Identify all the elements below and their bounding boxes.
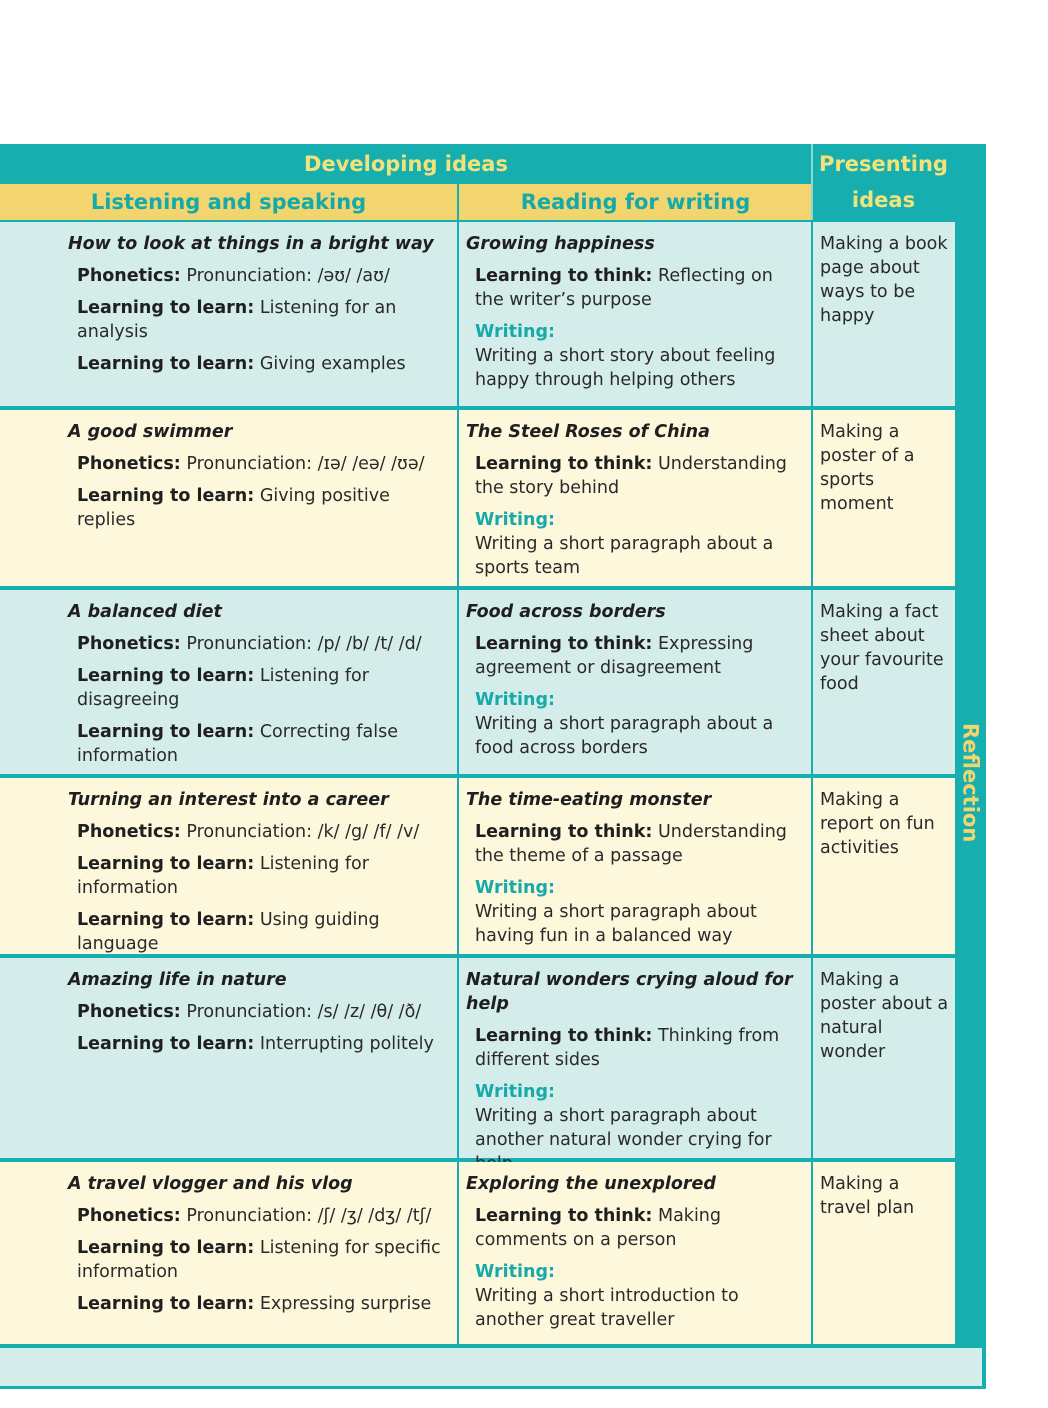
writing-label: Writing: <box>475 322 555 342</box>
ls-title: Turning an interest into a career <box>68 790 389 810</box>
ls-item-label: Learning to learn: <box>77 666 255 686</box>
ls-item <box>68 852 451 900</box>
rw-think-text: Understanding the theme of a passage <box>475 822 787 866</box>
learning-to-think-label: Learning to think: <box>475 266 653 286</box>
ls-item <box>68 664 451 712</box>
rw-title: Exploring the unexplored <box>466 1174 716 1194</box>
ls-item-label: Learning to learn: <box>77 910 255 930</box>
rw-think-text: Making comments on a person <box>475 1206 722 1250</box>
ls-item-text: Listening for information <box>77 854 369 898</box>
rw-title: The time-eating monster <box>466 790 712 810</box>
writing-label: Writing: <box>475 878 555 898</box>
reading-writing-cell <box>459 222 811 406</box>
table-footer-band <box>0 1348 982 1386</box>
rw-title: The Steel Roses of China <box>466 422 710 442</box>
rw-think <box>466 1204 805 1252</box>
ls-item <box>68 296 451 344</box>
rw-title: Natural wonders crying aloud for help <box>466 970 793 1014</box>
reading-writing-header: Reading for writing <box>459 184 812 220</box>
ls-item <box>68 1204 451 1228</box>
presenting-ideas-header <box>812 144 955 220</box>
learning-to-think-label: Learning to think: <box>475 822 653 842</box>
ls-item <box>68 352 451 376</box>
listening-speaking-cell <box>0 1162 457 1344</box>
rw-writing-text: Writing a short paragraph about a sports team <box>475 534 774 578</box>
presenting-ideas-cell <box>813 958 955 1158</box>
reading-writing-cell <box>459 1162 811 1344</box>
rw-think <box>466 632 805 680</box>
ls-item <box>68 820 451 844</box>
reflection-label: Reflection <box>958 722 983 843</box>
ls-item <box>68 484 451 532</box>
ls-item-text: Pronunciation: /p/ /b/ /t/ /d/ <box>186 634 422 654</box>
rw-think <box>466 1024 805 1072</box>
present-text: Making a report on fun activities <box>820 790 935 858</box>
ls-item-text: Pronunciation: /ʃ/ /ʒ/ /dʒ/ /tʃ/ <box>186 1206 432 1226</box>
rw-think <box>466 452 805 500</box>
writing-label: Writing: <box>475 690 555 710</box>
reflection-column <box>955 220 986 1345</box>
rw-think-text: Understanding the story behind <box>475 454 787 498</box>
ls-title: How to look at things in a bright way <box>68 234 434 254</box>
presenting-line-2: ideas <box>851 188 916 212</box>
rw-think-text: Reflecting on the writer’s purpose <box>475 266 773 310</box>
rw-think <box>466 820 805 868</box>
ls-item-text: Expressing surprise <box>259 1294 432 1314</box>
rw-writing-text: Writing a short paragraph about having fun in a balanced way <box>475 902 757 946</box>
ls-item-text: Pronunciation: /k/ /g/ /f/ /v/ <box>186 822 420 842</box>
ls-item <box>68 720 451 768</box>
ls-item <box>68 632 451 656</box>
ls-item-label: Learning to learn: <box>77 298 255 318</box>
ls-item-label: Learning to learn: <box>77 1294 255 1314</box>
developing-ideas-header: Developing ideas <box>0 144 812 184</box>
present-text: Making a poster of a sports moment <box>820 422 915 514</box>
ls-item <box>68 908 451 956</box>
ls-title: A good swimmer <box>68 422 233 442</box>
ls-title: A balanced diet <box>68 602 222 622</box>
learning-to-think-label: Learning to think: <box>475 454 653 474</box>
present-text: Making a poster about a natural wonder <box>820 970 949 1062</box>
listening-speaking-cell <box>0 590 457 774</box>
ls-item-text: Pronunciation: /əʊ/ /aʊ/ <box>186 266 390 286</box>
ls-item-text: Listening for an analysis <box>77 298 397 342</box>
reading-writing-cell <box>459 958 811 1158</box>
ls-item-label: Learning to learn: <box>77 1034 255 1054</box>
rw-writing-text: Writing a short introduction to another great traveller <box>475 1286 739 1330</box>
rw-title: Food across borders <box>466 602 666 622</box>
ls-item-label: Learning to learn: <box>77 854 255 874</box>
ls-item-label: Learning to learn: <box>77 722 255 742</box>
ls-item <box>68 1292 451 1316</box>
present-text: Making a book page about ways to be happy <box>820 234 948 326</box>
rw-writing-text: Writing a short story about feeling happy through helping others <box>475 346 776 390</box>
writing-label: Writing: <box>475 1262 555 1282</box>
ls-item-text: Listening for disagreeing <box>77 666 369 710</box>
reading-writing-cell <box>459 778 811 954</box>
present-text: Making a travel plan <box>820 1174 915 1218</box>
ls-item-text: Using guiding language <box>77 910 380 954</box>
rw-think-text: Thinking from different sides <box>475 1026 780 1070</box>
writing-label: Writing: <box>475 510 555 530</box>
rw-title: Growing happiness <box>466 234 655 254</box>
reading-writing-cell <box>459 410 811 586</box>
ls-item <box>68 1236 451 1284</box>
reading-writing-cell <box>459 590 811 774</box>
ls-item-text: Giving positive replies <box>77 486 390 530</box>
ls-item <box>68 264 451 288</box>
ls-item-text: Pronunciation: /ɪə/ /eə/ /ʊə/ <box>186 454 425 474</box>
presenting-ideas-cell <box>813 590 955 774</box>
listening-speaking-cell <box>0 778 457 954</box>
presenting-ideas-cell <box>813 222 955 406</box>
ls-title: Amazing life in nature <box>68 970 287 990</box>
ls-item-label: Phonetics: <box>77 266 181 286</box>
ls-item <box>68 1000 451 1024</box>
ls-item-text: Pronunciation: /s/ /z/ /θ/ /ð/ <box>186 1002 422 1022</box>
ls-item-label: Learning to learn: <box>77 486 255 506</box>
ls-item-label: Phonetics: <box>77 1206 181 1226</box>
listening-speaking-header: Listening and speaking <box>0 184 457 220</box>
presenting-ideas-cell <box>813 1162 955 1344</box>
listening-speaking-cell <box>0 222 457 406</box>
ls-item-label: Phonetics: <box>77 634 181 654</box>
presenting-line-1: Presenting <box>819 152 948 176</box>
presenting-ideas-cell <box>813 410 955 586</box>
listening-speaking-cell <box>0 410 457 586</box>
rw-think <box>466 264 805 312</box>
rw-writing-text: Writing a short paragraph about a food across borders <box>475 714 774 758</box>
ls-item-text: Correcting false information <box>77 722 398 766</box>
ls-item <box>68 452 451 476</box>
ls-item-label: Learning to learn: <box>77 1238 255 1258</box>
ls-item-text: Interrupting politely <box>259 1034 434 1054</box>
rw-writing-text: Writing a short paragraph about another natural wonder crying for <box>475 1106 772 1150</box>
ls-item-label: Phonetics: <box>77 1002 181 1022</box>
learning-to-think-label: Learning to think: <box>475 1026 653 1046</box>
ls-item-text: Listening for specific information <box>77 1238 441 1282</box>
ls-title: A travel vlogger and his vlog <box>68 1174 353 1194</box>
learning-to-think-label: Learning to think: <box>475 1206 653 1226</box>
ls-item <box>68 1032 451 1056</box>
writing-label: Writing: <box>475 1082 555 1102</box>
rw-think-text: Expressing agreement or disagreement <box>475 634 754 678</box>
presenting-ideas-cell <box>813 778 955 954</box>
present-text: Making a fact sheet about your favourite food <box>820 602 944 694</box>
listening-speaking-cell <box>0 958 457 1158</box>
ls-item-text: Giving examples <box>259 354 406 374</box>
ls-item-label: Phonetics: <box>77 822 181 842</box>
learning-to-think-label: Learning to think: <box>475 634 653 654</box>
ls-item-label: Learning to learn: <box>77 354 255 374</box>
ls-item-label: Phonetics: <box>77 454 181 474</box>
